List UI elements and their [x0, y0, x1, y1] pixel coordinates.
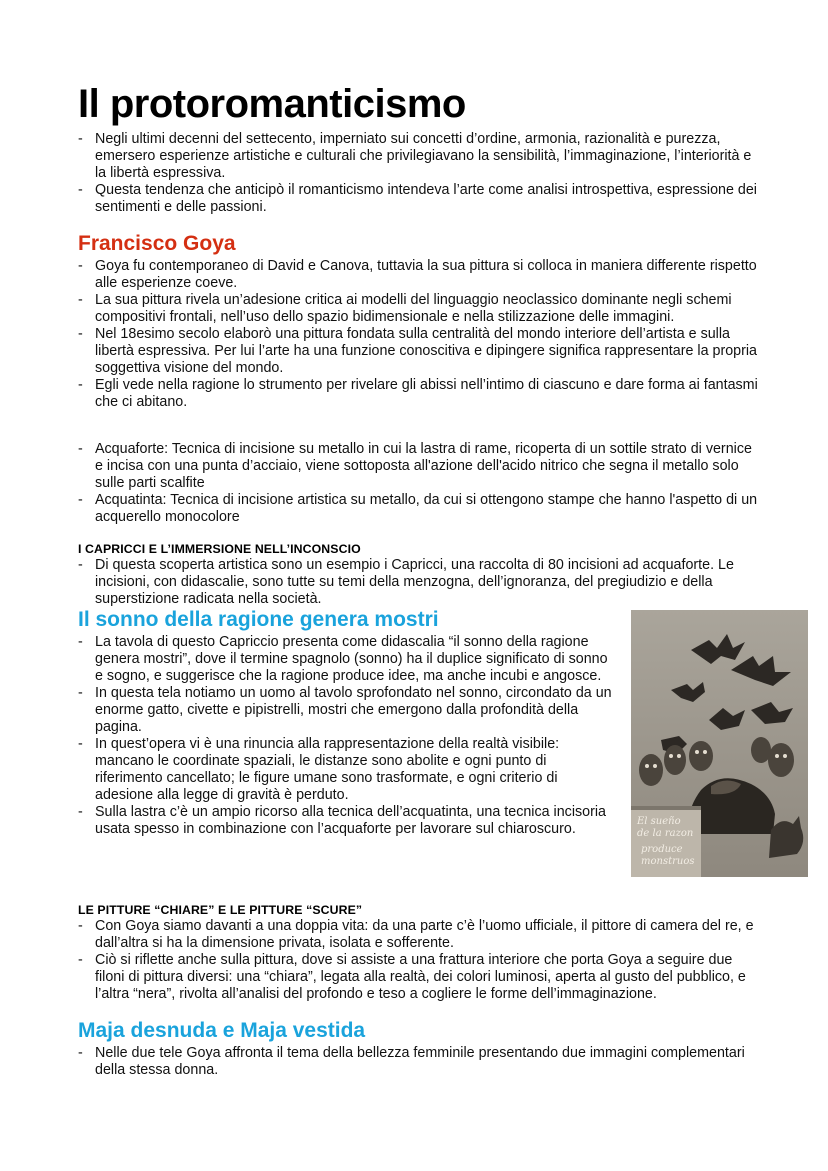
section-heading-capricci: I CAPRICCI E L’IMMERSIONE NELL’INCONSCIO [78, 542, 361, 556]
goya-list [78, 258, 758, 411]
list-item: - Egli vede nella ragione lo strumento per rivelare gli abissi nell’intimo di ciascuno e dare forma ai fantasmi che ci abitano. [78, 377, 758, 411]
caption-line-3: produce [641, 844, 683, 855]
intro-list [78, 131, 758, 216]
list-item: - Nel 18esimo secolo elaborò una pittura fondata sulla centralità del mondo interiore dell’artista e sulla libertà espressiva. Per lui l’arte ha una funzione conoscitiva e dipingere significa rappresentare la propria soggettiva visione del mondo. [78, 326, 758, 377]
list-item: - Acquaforte: Tecnica di incisione su metallo in cui la lastra di rame, ricoperta di un sottile strato di vernice e incisa con una punta d’acciaio, viene sottoposta all'azione dell'acido nitrico che segna il metallo solo sulle parti scalfite [78, 441, 758, 492]
list-item: - Negli ultimi decenni del settecento, imperniato sui concetti d’ordine, armonia, razionalità e purezza, emersero esperienze artistiche e culturali che privilegiavano la sensibilità, l’immaginazione, l’interiorità e la libertà espressiva. [78, 131, 758, 182]
caption-line-2: de la razon [637, 828, 694, 839]
page-title: Il protoromanticismo [78, 82, 466, 126]
list-item: - La sua pittura rivela un’adesione critica ai modelli del linguaggio neoclassico dominante negli schemi compositivi frontali, nell’uso dello spazio bidimensionale e nella stilizzazione delle immagini. [78, 292, 758, 326]
list-item: - Ciò si riflette anche sulla pittura, dove si assiste a una frattura interiore che porta Goya a seguire due filoni di pittura diversi: una “chiara”, legata alla realtà, dei colori luminosi, aperta al gusto del pubblico, e l’altra “nera”, rivolta all’analisi del profondo e teso a cogliere le forme dell’immaginazione. [78, 952, 758, 1003]
section-heading-goya: Francisco Goya [78, 232, 236, 255]
goya-etching-image [631, 610, 808, 877]
list-item: - Di questa scoperta artistica sono un esempio i Capricci, una raccolta di 80 incisioni ad acquaforte. Le incisioni, con didascalie, sono tutte su temi della menzogna, dell’ignoranza, del pregiudizio e della superstizione radicata nella società. [78, 557, 758, 608]
list-item: - Acquatinta: Tecnica di incisione artistica su metallo, da cui si ottengono stampe che hanno l'aspetto di un acquerello monocolore [78, 492, 758, 526]
list-item: - La tavola di questo Capriccio presenta come didascalia “il sonno della ragione genera mostri”, dove il termine spagnolo (sonno) ha il duplice significato di sonno e sogno, e suggerisce che la ragione produce idee, ma anche incubi e angosce. [78, 634, 612, 685]
list-item: - In questa tela notiamo un uomo al tavolo sprofondato nel sonno, circondato da un enorme gatto, civette e pipistrelli, mostri che emergono dalla profondità della pagina. [78, 685, 612, 736]
list-item: - Sulla lastra c’è un ampio ricorso alla tecnica dell’acquatinta, una tecnica incisoria usata spesso in combinazione con l’acquaforte per lavorare sul chiaroscuro. [78, 804, 612, 838]
list-item: - In quest’opera vi è una rinuncia alla rappresentazione della realtà visibile: mancano le coordinate spaziali, le distanze sono abolite e ogni punto di riferimento cancellato; le figure umane sono trasformate, e ogni criterio di adesione alla legge di gravità è perduto. [78, 736, 612, 804]
list-item: - Questa tendenza che anticipò il romanticismo intendeva l’arte come analisi introspettiva, espressione dei sentimenti e delle passioni. [78, 182, 758, 216]
caption-line-4: monstruos [641, 856, 695, 867]
maja-list [78, 1045, 758, 1079]
list-item: - Con Goya siamo davanti a una doppia vita: da una parte c’è l’uomo ufficiale, il pittore di camera del re, e dall’altra si ha la dimensione privata, isolata e sofferente. [78, 918, 758, 952]
section-heading-maja: Maja desnuda e Maja vestida [78, 1019, 366, 1042]
section-heading-sonno: Il sonno della ragione genera mostri [78, 608, 439, 631]
capricci-list [78, 557, 758, 608]
list-item: - Goya fu contemporaneo di David e Canova, tuttavia la sua pittura si colloca in maniera differente rispetto alle esperienze coeve. [78, 258, 758, 292]
techniques-list [78, 441, 758, 526]
sonno-list [78, 634, 612, 838]
caption-line-1: El sueño [637, 816, 681, 827]
pitture-list [78, 918, 758, 1003]
section-heading-pitture: LE PITTURE “CHIARE” E LE PITTURE “SCURE” [78, 903, 363, 917]
list-item: - Nelle due tele Goya affronta il tema della bellezza femminile presentando due immagini complementari della stessa donna. [78, 1045, 758, 1079]
